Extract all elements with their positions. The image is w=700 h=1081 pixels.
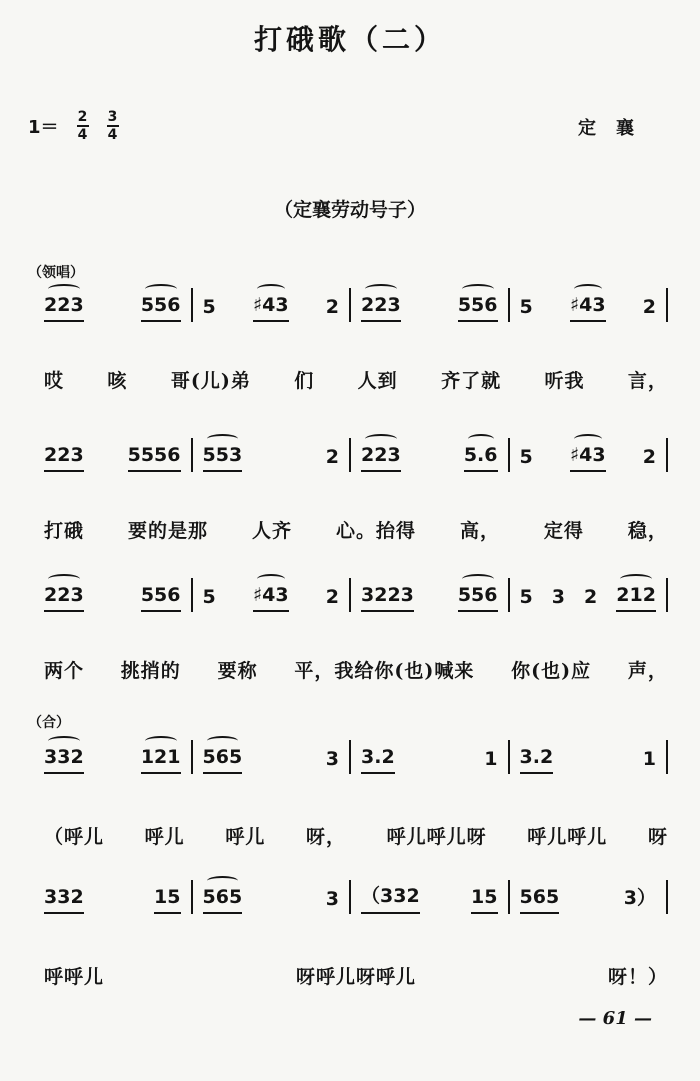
lyric-word: 你(也)应: [511, 660, 592, 682]
measure: [193, 288, 350, 322]
lyric-word: 呀，: [305, 826, 346, 848]
region-label: 定襄: [578, 118, 654, 139]
measure: [351, 880, 508, 914]
note-group: 212: [616, 584, 656, 612]
note-group: 2: [325, 586, 339, 608]
lyrics-line: [44, 516, 668, 543]
note-group: 223: [361, 294, 401, 322]
note-group: 332: [44, 746, 84, 774]
chorus-tag: （合）: [28, 715, 70, 731]
lyric-word: 呀！）: [607, 966, 668, 988]
note-group: 1: [484, 748, 498, 770]
measure: [44, 578, 191, 612]
measure: [44, 740, 191, 774]
lyric-word: 言，: [627, 370, 668, 392]
note-group: 223: [44, 584, 84, 612]
notation-line: [44, 438, 668, 472]
lyric-word: 要称: [217, 660, 258, 682]
page-number: — 61 —: [578, 1008, 652, 1029]
note-group: 5556: [128, 444, 181, 472]
lyric-word: 齐了就: [441, 370, 502, 392]
measure: [44, 880, 191, 914]
lyric-word: 人到: [357, 370, 398, 392]
lyric-word: 咳: [107, 370, 128, 392]
measure: [510, 578, 667, 612]
lyric-word: 听我: [544, 370, 585, 392]
note-group: 5: [519, 586, 533, 608]
note-group: 3: [325, 888, 339, 910]
notation-line: [44, 880, 668, 914]
lyric-word: 平，我给你(也)喊来: [294, 660, 475, 682]
lyric-word: 心。抬得: [335, 520, 416, 542]
measure: [351, 578, 508, 612]
note-group: 553: [203, 444, 243, 472]
measure: [193, 880, 350, 914]
note-group: 223: [44, 294, 84, 322]
lyric-word: 打硪: [44, 520, 85, 542]
song-subtitle: （定襄劳动号子）: [273, 199, 426, 221]
measure: [44, 288, 191, 322]
song-title: 打硪歌（二）: [253, 23, 446, 56]
note-group: 5: [202, 586, 216, 608]
lyric-word: 呀呼儿呀呼儿: [295, 966, 416, 988]
lyric-word: 呼儿呼儿: [527, 826, 608, 848]
note-group: 565: [203, 886, 243, 914]
key-signature: [28, 110, 119, 142]
barline: [666, 740, 668, 774]
measure: [510, 880, 667, 914]
lyric-word: 哥(儿)弟: [170, 370, 251, 392]
note-group: 556: [141, 584, 181, 612]
measure: [193, 438, 350, 472]
lyrics-line: [44, 962, 668, 989]
note-group: 15: [471, 886, 497, 914]
note-group: 5: [519, 296, 533, 318]
notation-line: [44, 740, 668, 774]
measure: [351, 288, 508, 322]
lead-tag: （领唱）: [28, 265, 84, 281]
lyrics-line: [44, 822, 668, 849]
note-group: 223: [44, 444, 84, 472]
note-group: 3.2: [520, 746, 554, 774]
note-group: 3.2: [361, 746, 395, 774]
lyric-word: 们: [294, 370, 315, 392]
note-group: 556: [141, 294, 181, 322]
note-group: 3: [325, 748, 339, 770]
lyric-word: 稳，: [627, 520, 668, 542]
lyric-word: 高，: [459, 520, 500, 542]
notation-line: [44, 288, 668, 322]
note-group: 2: [584, 586, 598, 608]
measure: [193, 740, 350, 774]
note-group: （332: [361, 881, 420, 914]
lyric-word: 声，: [627, 660, 668, 682]
lyric-word: 呼呼儿: [44, 966, 105, 988]
lyric-word: 呼儿: [225, 826, 266, 848]
meter-3-4: $\frac{3}{4}$: [107, 109, 118, 143]
lyric-word: 呼儿呼儿呀: [386, 826, 487, 848]
note-group: 223: [361, 444, 401, 472]
note-group: 3: [551, 586, 565, 608]
notation-line: [44, 578, 668, 612]
lyrics-line: [44, 366, 668, 393]
note-group: 3）: [623, 887, 656, 909]
lyric-word: 呼儿: [144, 826, 185, 848]
note-group: 5: [519, 446, 533, 468]
lyric-word: 哎: [44, 370, 65, 392]
lyric-word: （呼儿: [44, 826, 105, 848]
measure: [44, 438, 191, 472]
meter-2-4: $\frac{2}{4}$: [77, 109, 88, 143]
note-group: ♯43: [570, 294, 606, 322]
lyric-word: 定得: [543, 520, 584, 542]
note-group: 2: [642, 296, 656, 318]
note-group: 2: [642, 446, 656, 468]
note-group: 556: [458, 294, 498, 322]
lyrics-line: [44, 656, 668, 683]
note-group: 2: [325, 296, 339, 318]
lyric-word: 挑捎的: [120, 660, 181, 682]
key-label: 1＝: [28, 117, 59, 138]
note-group: 5.6: [464, 444, 498, 472]
note-group: ♯43: [253, 584, 289, 612]
barline: [666, 288, 668, 322]
measure: [193, 578, 350, 612]
barline: [666, 438, 668, 472]
measure: [510, 740, 667, 774]
note-group: 121: [141, 746, 181, 774]
note-group: 332: [44, 886, 84, 914]
note-group: 5: [202, 296, 216, 318]
measure: [510, 288, 667, 322]
measure: [351, 740, 508, 774]
lyric-word: 两个: [44, 660, 85, 682]
lyric-word: 要的是那: [127, 520, 208, 542]
note-group: 3223: [361, 584, 414, 612]
barline: [666, 880, 668, 914]
note-group: 565: [203, 746, 243, 774]
lyric-word: 人齐: [251, 520, 292, 542]
note-group: 1: [642, 748, 656, 770]
note-group: 565: [520, 886, 560, 914]
measure: [351, 438, 508, 472]
note-group: ♯43: [570, 444, 606, 472]
barline: [666, 578, 668, 612]
note-group: ♯43: [253, 294, 289, 322]
note-group: 2: [325, 446, 339, 468]
lyric-word: 呀: [647, 826, 668, 848]
note-group: 15: [154, 886, 180, 914]
note-group: 556: [458, 584, 498, 612]
measure: [510, 438, 667, 472]
